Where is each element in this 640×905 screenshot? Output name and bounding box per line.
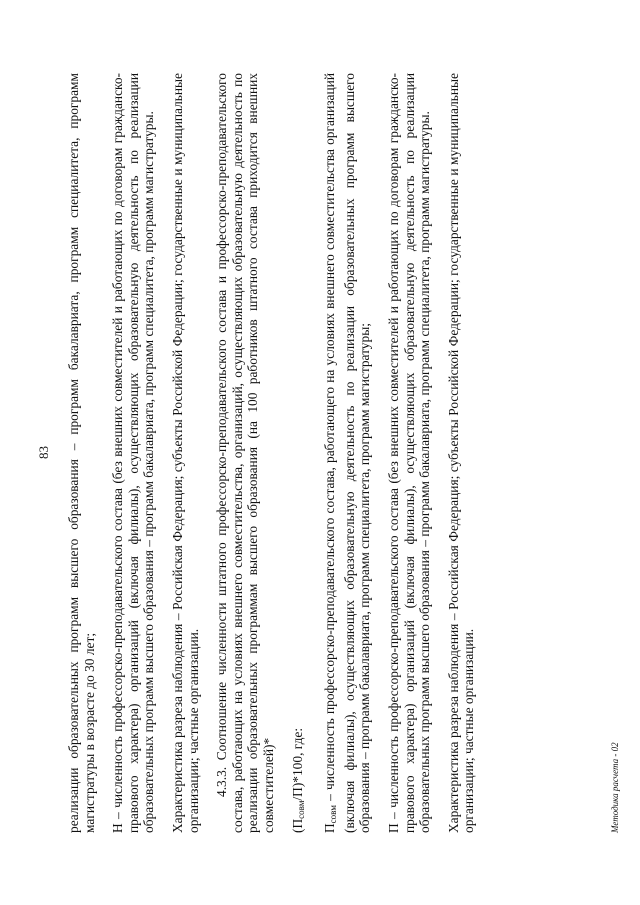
paragraph-definition-p: П – численность профессорско-преподавательского состава (без внешних совместителей и работающих по договорам гражданско-правового характера) организаций (включая филиалы), осуществляющих образовательную деятельность по реализации образовательных программ высшего образования – программ бакалавриата, программ специалитета, программ магистратуры. [385, 73, 433, 833]
paragraph-definition-psovm [322, 73, 373, 833]
formula-open: ( [289, 828, 305, 833]
paragraph-indicator-4-3-3: 4.3.3. Соотношение численности штатного профессорско-преподавательского состава и профессорско-преподавательского состава, работающих на условиях внешнего совместительства, организаций, осуществляющих образовательную деятельность по реализации образовательных программам высшего образования (на 100 работников штатного состава приходится внешних совместителей)* [214, 73, 276, 833]
page-number: 83 [36, 446, 51, 459]
paragraph-observation-breakdown-1: Характеристика разреза наблюдения – Российская Федерация; субъекты Российской Федерации; государственные и муниципальные организации; частные организации. [169, 73, 201, 833]
formula-variable: П [289, 818, 305, 829]
formula-subscript: совм [295, 800, 306, 819]
paragraph-definition-n: Н – численность профессорско-преподавательского состава (без внешних совместителей и работающих по договорам гражданско-правового характера) организаций (включая филиалы), осуществляющих образовательную деятельность по реализации образовательных программ высшего образования – программ бакалавриата, программ специалитета, программ магистратуры. [110, 73, 157, 833]
paragraph-observation-breakdown-2: Характеристика разреза наблюдения – Российская Федерация; субъекты Российской Федерации; государственные и муниципальные организации; частные организации. [445, 73, 477, 833]
psovm-variable: П [322, 823, 338, 833]
formula [290, 73, 310, 833]
formula-rest: /П)*100, где: [289, 727, 305, 801]
document-body [66, 73, 490, 833]
paragraph-age-clause: реализации образовательных программ высшего образования – программ бакалавриата, программ специалитета, программ магистратуры в возрасте до 30 лет; [66, 73, 97, 833]
psovm-definition: – численность профессорско-преподавательского состава, работающего на условиях внешнего совместительства организаций (включая филиалы), осуществляющих образовательную деятельность по реализации образовательных программ высшего образования – программ бакалавриата, программ специалитета, программ магистратуры; [322, 73, 373, 833]
footer-note: Методика расчета - 02 [610, 742, 620, 833]
psovm-subscript: совм [328, 805, 339, 824]
